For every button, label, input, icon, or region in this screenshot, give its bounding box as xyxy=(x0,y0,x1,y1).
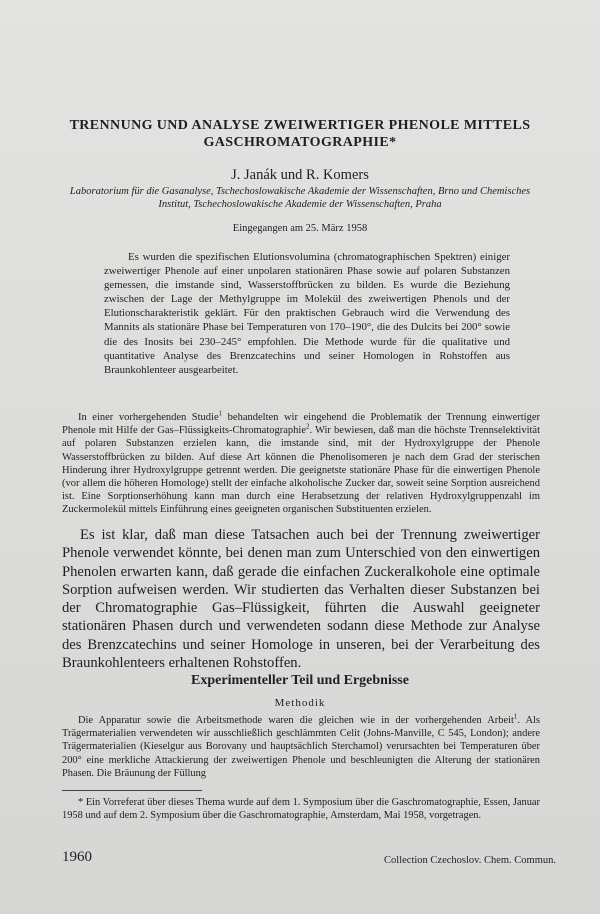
intro-text-b: behandelten wir eingehend die Problematik der Trennung einwertiger Phenole mit Hilfe der Gas–Flüssigkeits-Chromatographie xyxy=(62,412,540,437)
article-title: TRENNUNG UND ANALYSE ZWEIWERTIGER PHENOLE MITTELS GASCHROMATOGRAPHIE* xyxy=(69,118,531,150)
large-type-paragraph: Es ist klar, daß man diese Tatsachen auch bei der Trennung zweiwertiger Phenole verwendet könnte, bei denen man zum Unterschied von den einwertigen Phenolen erwarten kann, daß gerade die einfachen Zuckeralkohole eine optimale Sorption aufweisen werden. Wir studierten das Verhalten dieser Substanzen bei der Chromatographie Gas–Flüssigkeit, führten die Auswahl geeigneter stationären Phasen durch und verwendeten sodann diese Methode zur Analyse des Brenzcatechins und seiner Homologe in unseren, bei der Verarbeitung des Braunkohlenteers erhaltenen Rohstoffen. xyxy=(62,527,540,672)
section-heading: Experimenteller Teil und Ergebnisse xyxy=(191,673,409,688)
article-authors: J. Janák und R. Komers xyxy=(231,167,369,183)
reference-marker: 1 xyxy=(218,409,223,418)
methods-paragraph xyxy=(62,714,540,780)
author-affiliation: Laboratorium für die Gasanalyse, Tschechoslowakische Akademie der Wissenschaften, Brno und Chemisches Institut, Tschechoslowakische Akademie der Wissenschaften, Praha xyxy=(69,186,531,210)
reference-marker: 1 xyxy=(513,712,518,721)
reference-marker: 2 xyxy=(305,422,310,431)
footnote: * Ein Vorreferat über dieses Thema wurde auf dem 1. Symposium über die Gaschromatographie, Essen, Januar 1958 und auf dem 2. Symposium über die Gaschromatographie, Amsterdam, Mai 1958, vorgetragen. xyxy=(62,797,540,822)
intro-text-c: . Wir bewiesen, daß man die höchste Trennselektivität auf polaren Substanzen erzielen kann, die imstande sind, mit der Hydroxylgruppe der Phenole Wasserstoffbrücken zu bilden. Auf diese Art können die Phenolisomeren je nach dem Grad der sterischen Hinderung ihrer Hydroxylgruppe getrennt werden. Die geeignetste stationäre Phase für die einwertigen Phenole (vor allem die höheren Homologe) stellt der einfache alkoholische Zucker dar, soweit seine Sorption ausreichend ist. Eine Sorptionserhöhung kann man durch eine Herabsetzung der relativen Hydroxylgruppenzahl im Zuckermolekül mittels Einführung eines geeigneten organischen Substituenten erzielen. xyxy=(62,425,540,516)
footnote-divider xyxy=(62,790,202,791)
intro-paragraph xyxy=(62,411,540,517)
abstract: Es wurden die spezifischen Elutionsvolumina (chromatographischen Spektren) einiger zweiwertiger Phenole auf einer unpolaren stationären Phase sowie auf polaren Substanzen gemessen, die imstande sind, Wasserstoffbrücken zu bilden. Es wurde die Beziehung zwischen der Lage der Methylgruppe im Molekül des zweiwertigen Phenols und der Elutionscharakteristik geklärt. Für den praktischen Gebrauch wird die Verwendung des Mannits als stationäre Phase bei Temperaturen von 170–190°, die des Dulcits bei 200° sowie die des Inosits bei 230–245° empfohlen. Die Methode wurde für die qualitative und quantitative Analyse des Brenzcatechins und seiner Homologen in Rohstoffen aus Braunkohlenteer ausgearbeitet. xyxy=(104,251,510,376)
methods-text-b: . Als Trägermaterialien verwendeten wir ausschließlich geschlämmten Celit (Johns-Manville, C 545, London); andere Trägermaterialien (Kieselgur aus Borovany und hauptsächlich Sterchamol) verursachten bei Temperaturen über 200° eine merkliche Attackierung der zweiwertigen Phenole und beschleunigten die Alterung der stationären Phasen. Die Bräunung der Füllung xyxy=(62,715,540,779)
intro-text-a: In einer vorhergehenden Studie xyxy=(78,412,219,423)
received-date: Eingegangen am 25. März 1958 xyxy=(232,223,368,234)
journal-name: Collection Czechoslov. Chem. Commun. xyxy=(384,855,556,866)
subsection-heading: Methodik xyxy=(274,697,326,709)
methods-text-a: Die Apparatur sowie die Arbeitsmethode waren die gleichen wie in der vorhergehenden Arbeit xyxy=(78,715,514,726)
page-number: 1960 xyxy=(62,849,92,865)
